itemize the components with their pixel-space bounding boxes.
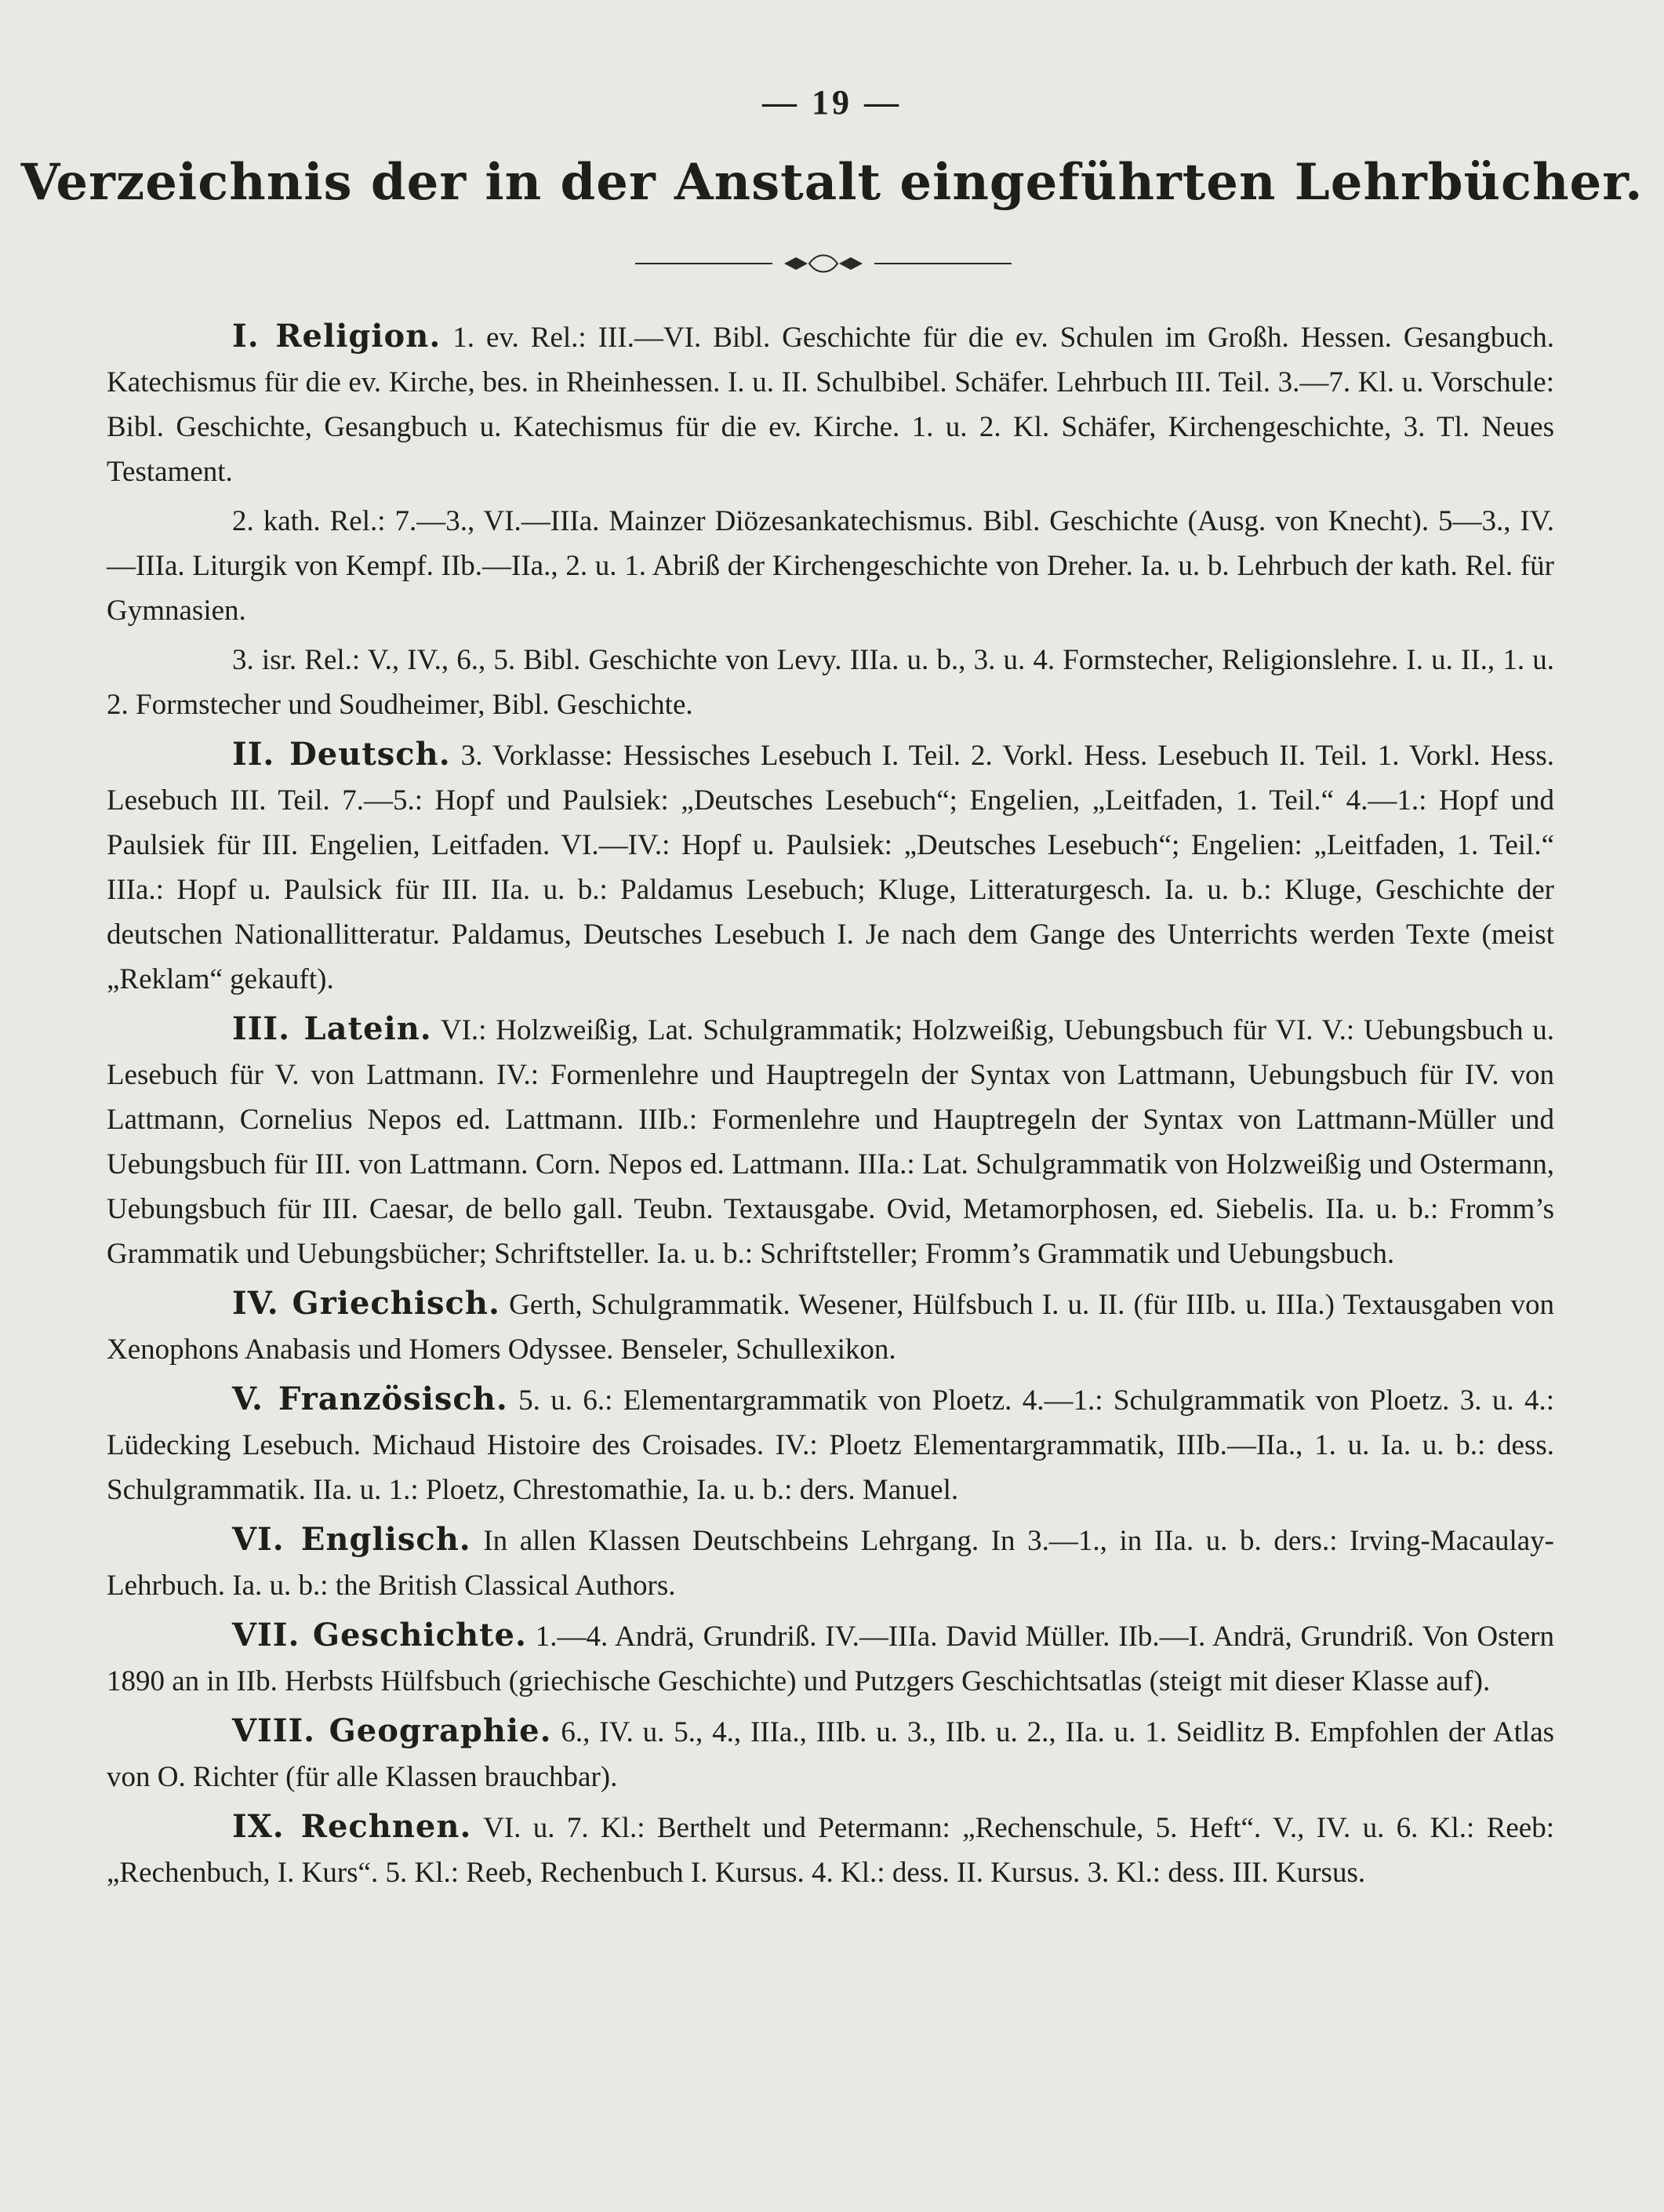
section-text: 5. u. 6.: Elementargrammatik von Ploetz. 4.—1.: Schulgrammatik von Ploetz. 3. u. 4.: Lüdecking Lesebuch. Michaud Histoire des Croisades. IV.: Ploetz Elementargrammatik, IIIb.—IIa., 1. u. Ia. u. b.: dess. Schulgrammatik. IIa. u. 1.: Ploetz, Chrestomathie, Ia. u. b.: ders. Manuel. [107, 1384, 1555, 1506]
section-text: 2. kath. Rel.: 7.—3., VI.—IIIa. Mainzer Diözesankatechismus. Bibl. Geschichte (Ausg. von Knecht). 5—3., IV.—IIIa. Liturgik von Kempf. IIb.—IIa., 2. u. 1. Abriß der Kirchengeschichte von Dreher. Ia. u. b. Lehrbuch der kath. Rel. für Gymnasien. [107, 505, 1554, 627]
section-heading: IX. Rechnen. [232, 1808, 472, 1845]
section-griechisch [107, 1281, 1554, 1372]
title-ornament [635, 249, 1012, 278]
section-rechnen [107, 1804, 1554, 1895]
section-heading: III. Latein. [232, 1010, 432, 1047]
section-heading: VII. Geschichte. [232, 1617, 527, 1654]
section-text: VI.: Holzweißig, Lat. Schulgrammatik; Holzweißig, Uebungsbuch für VI. V.: Uebungsbuch u. Lesebuch für V. von Lattmann. IV.: Formenlehre und Hauptregeln der Syntax von Lattmann, Uebungsbuch für IV. von Lattmann, Cornelius Nepos ed. Lattmann. IIIb.: Formenlehre und Hauptregeln der Syntax von Lattmann-Müller und Uebungsbuch für III. von Lattmann. Corn. Nepos ed. Lattmann. IIIa.: Lat. Schulgrammatik von Holzweißig und Ostermann, Uebungsbuch für III. Caesar, de bello gall. Teubn. Textausgabe. Ovid, Metamorphosen, ed. Siebelis. IIa. u. b.: Fromm’s Grammatik und Uebungsbücher; Schriftsteller. Ia. u. b.: Schriftsteller; Fromm’s Grammatik und Uebungsbuch. [107, 1014, 1555, 1270]
section-religion [107, 314, 1554, 494]
section-latein [107, 1006, 1554, 1276]
section-heading: I. Religion. [232, 318, 441, 355]
section-geographie [107, 1708, 1554, 1799]
section-text: VI. u. 7. Kl.: Berthelt und Petermann: „Rechenschule, 5. Heft“. V., IV. u. 6. Kl.: Reeb: „Rechenbuch, I. Kurs“. 5. Kl.: Reeb, Rechenbuch I. Kursus. 4. Kl.: dess. II. Kursus. 3. Kl.: dess. III. Kursus. [107, 1812, 1554, 1889]
section-text: 6., IV. u. 5., 4., IIIa., IIIb. u. 3., IIb. u. 2., IIa. u. 1. Seidlitz B. Empfohlen der Atlas von O. Richter (für alle Klassen brauchbar). [107, 1716, 1555, 1793]
section-heading: VI. Englisch. [232, 1521, 471, 1558]
section-englisch [107, 1517, 1554, 1608]
section-deutsch [107, 732, 1554, 1002]
textbook-list [107, 314, 1554, 1900]
section-heading: V. Französisch. [232, 1381, 508, 1417]
section-geschichte [107, 1613, 1554, 1704]
section-text: 3. isr. Rel.: V., IV., 6., 5. Bibl. Geschichte von Levy. IIIa. u. b., 3. u. 4. Formstecher, Religionslehre. I. u. II., 1. u. 2. Formstecher und Soudheimer, Bibl. Geschichte. [107, 644, 1554, 721]
section-text: 1. ev. Rel.: III.—VI. Bibl. Geschichte für die ev. Schulen im Großh. Hessen. Gesangbuch. Katechismus für die ev. Kirche, bes. in Rheinhessen. I. u. II. Schulbibel. Schäfer. Lehrbuch III. Teil. 3.—7. Kl. u. Vorschule: Bibl. Geschichte, Gesangbuch u. Katechismus für die ev. Kirche. 1. u. 2. Kl. Schäfer, Kirchengeschichte, 3. Tl. Neues Testament. [107, 322, 1555, 488]
section-text: 1.—4. Andrä, Grundriß. IV.—IIIa. David Müller. IIb.—I. Andrä, Grundriß. Von Ostern 1890 an in IIb. Herbsts Hülfsbuch (griechische Geschichte) und Putzgers Geschichtsatlas (steigt mit dieser Klasse auf). [107, 1621, 1555, 1697]
page-title: Verzeichnis der in der Anstalt eingeführten Lehrbücher. [20, 153, 1644, 212]
section-heading: VIII. Geographie. [232, 1712, 552, 1749]
section-text: Gerth, Schulgrammatik. Wesener, Hülfsbuch I. u. II. (für IIIb. u. IIIa.) Textausgaben von Xenophons Anabasis und Homers Odyssee. Benseler, Schullexikon. [107, 1289, 1555, 1366]
section-text: In allen Klassen Deutschbeins Lehrgang. In 3.—1., in IIa. u. b. ders.: Irving-Macaulay-Lehrbuch. Ia. u. b.: the British Classical Authors. [107, 1525, 1554, 1602]
section-franzoesisch [107, 1377, 1554, 1512]
section-religion-isr [107, 638, 1554, 727]
section-heading: IV. Griechisch. [232, 1285, 500, 1322]
page-number: — 19 — [762, 83, 902, 122]
section-religion-kath [107, 499, 1554, 633]
section-text: 3. Vorklasse: Hessisches Lesebuch I. Teil. 2. Vorkl. Hess. Lesebuch II. Teil. 1. Vorkl. Hess. Lesebuch III. Teil. 7.—5.: Hopf und Paulsiek: „Deutsches Lesebuch“; Engelien, „Leitfaden, 1. Teil.“ 4.—1.: Hopf und Paulsiek für III. Engelien, Leitfaden. VI.—IV.: Hopf u. Paulsiek: „Deutsches Lesebuch“; Engelien: „Leitfaden, 1. Teil.“ IIIa.: Hopf u. Paulsick für III. IIa. u. b.: Paldamus Lesebuch; Kluge, Litteraturgesch. Ia. u. b.: Kluge, Geschichte der deutschen Nationallitteratur. Paldamus, Deutsches Lesebuch I. Je nach dem Gange des Unterrichts werden Texte (meist „Reklam“ gekauft). [107, 740, 1555, 995]
section-heading: II. Deutsch. [232, 736, 451, 773]
